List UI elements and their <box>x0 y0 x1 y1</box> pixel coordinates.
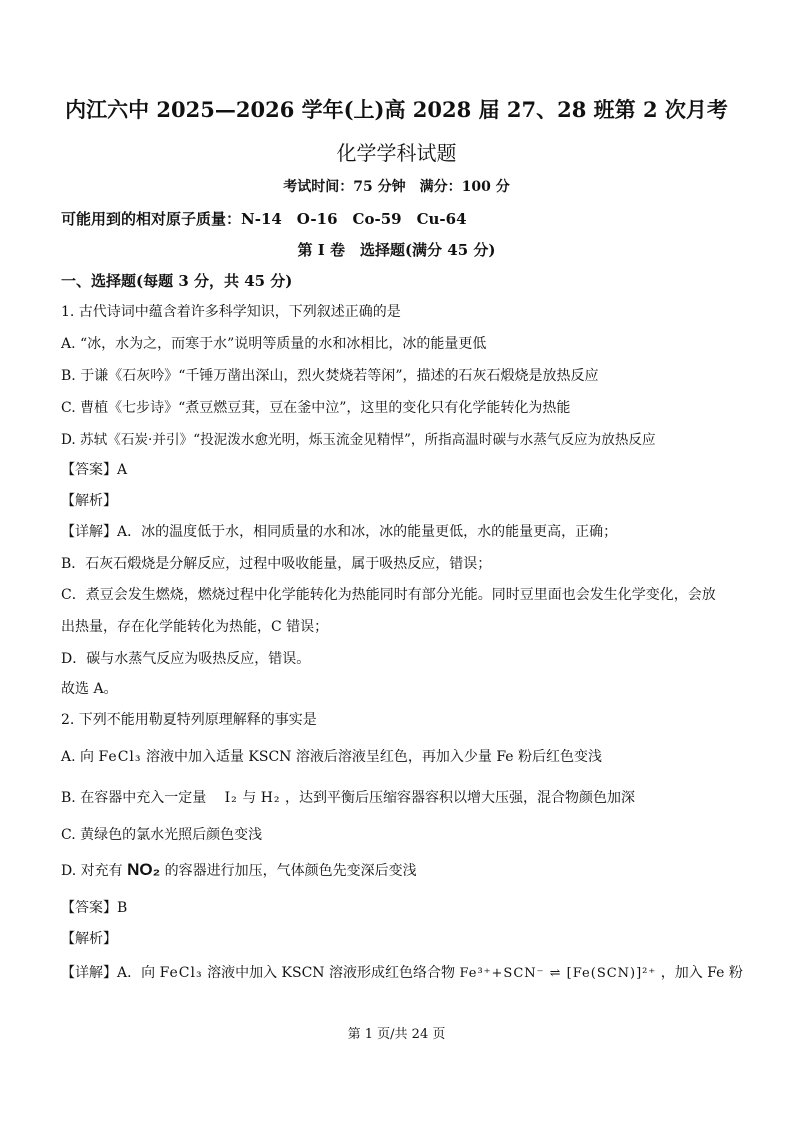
q2-detail-prefix: 【详解】A．向 <box>61 965 156 981</box>
q2-option-b-suffix: ，达到平衡后压缩容器容积以增大压强，混合物颜色加深 <box>285 790 635 806</box>
q2-option-a <box>61 748 602 766</box>
q2-answer: 【答案】B <box>61 900 128 916</box>
q1-option-d: D. 苏轼《石炭·并引》“投泥泼水愈光明，烁玉流金见精悍”，所指高温时碳与水蒸气反应为放热反应 <box>61 432 656 448</box>
page-number: 第 1 页/共 24 页 <box>347 1027 446 1042</box>
q1-conclusion: 故选 A。 <box>61 681 118 697</box>
q2-option-d-formula: NO₂ <box>127 860 161 879</box>
q2-option-b-prefix: B. 在容器中充入一定量 <box>61 790 207 806</box>
q2-option-d-suffix: 的容器进行加压，气体颜色先变深后变浅 <box>164 863 417 879</box>
q2-detail-mid: 溶液中加入 KSCN 溶液形成红色络合物 <box>207 965 455 981</box>
q2-detail-equation: Fe³⁺+SCN⁻ ⇌ [Fe(SCN)]²⁺ <box>459 966 657 981</box>
q2-option-b-connector: 与 <box>242 790 257 806</box>
q1-detail-b: B．石灰石煅烧是分解反应，过程中吸收能量，属于吸热反应，错误； <box>61 556 492 572</box>
exam-subtitle: 化学学科试题 <box>336 141 457 165</box>
q2-option-a-prefix: A. 向 <box>61 749 95 765</box>
q2-option-b-formula-hydrogen: H₂ <box>260 790 281 806</box>
q1-analysis-label: 【解析】 <box>61 493 117 509</box>
q2-analysis-label: 【解析】 <box>61 931 117 947</box>
q1-detail-c-line1: C．煮豆会发生燃烧，燃烧过程中化学能转化为热能同时有部分光能。同时豆里面也会发生化学变化，会放 <box>61 587 716 603</box>
q2-detail-a <box>61 964 743 983</box>
q1-answer: 【答案】A <box>61 462 128 478</box>
q1-option-a: A. “冰，水为之，而寒于水”说明等质量的水和冰相比，冰的能量更低 <box>61 336 487 352</box>
q2-option-b-formula-iodine: I₂ <box>224 790 238 806</box>
atomic-mass-info: 可能用到的相对原子质量：N-14 O-16 Co-59 Cu-64 <box>61 210 467 228</box>
q2-option-c: C. 黄绿色的氯水光照后颜色变浅 <box>61 827 263 843</box>
q2-detail-formula: FeCl₃ <box>159 965 203 981</box>
q2-option-b <box>61 789 635 807</box>
q1-detail-a: 【详解】A．冰的温度低于水，相同质量的水和冰，冰的能量更低，水的能量更高，正确； <box>61 524 618 540</box>
q1-stem: 1. 古代诗词中蕴含着许多科学知识，下列叙述正确的是 <box>61 304 401 320</box>
part-heading: 一、选择题(每题 3 分，共 45 分) <box>61 272 293 290</box>
q1-option-b: B. 于谦《石灰吟》“千锤万凿出深山，烈火焚烧若等闲”，描述的石灰石煅烧是放热反应 <box>61 368 599 384</box>
exam-time-info: 考试时间：75 分钟 满分：100 分 <box>283 179 510 195</box>
q2-stem: 2. 下列不能用勒夏特列原理解释的事实是 <box>61 712 317 728</box>
q1-detail-d: D．碳与水蒸气反应为吸热反应，错误。 <box>61 651 311 667</box>
q2-option-a-formula: FeCl₃ <box>98 749 142 765</box>
q2-option-d-prefix: D. 对充有 <box>61 863 123 879</box>
q2-detail-suffix: ，加入 Fe 粉 <box>660 965 743 981</box>
exam-title: 内江六中 2025—2026 学年(上)高 2028 届 27、28 班第 2 次月考 <box>65 97 728 122</box>
q1-option-c: C. 曹植《七步诗》“煮豆燃豆萁，豆在釜中泣”，这里的变化只有化学能转化为热能 <box>61 400 571 416</box>
q1-detail-c-line2: 出热量，存在化学能转化为热能，C 错误； <box>61 619 329 635</box>
q2-option-d <box>61 861 417 880</box>
q2-option-a-suffix: 溶液中加入适量 KSCN 溶液后溶液呈红色，再加入少量 Fe 粉后红色变浅 <box>145 749 603 765</box>
section-title: 第 I 卷 选择题(满分 45 分) <box>297 241 496 259</box>
